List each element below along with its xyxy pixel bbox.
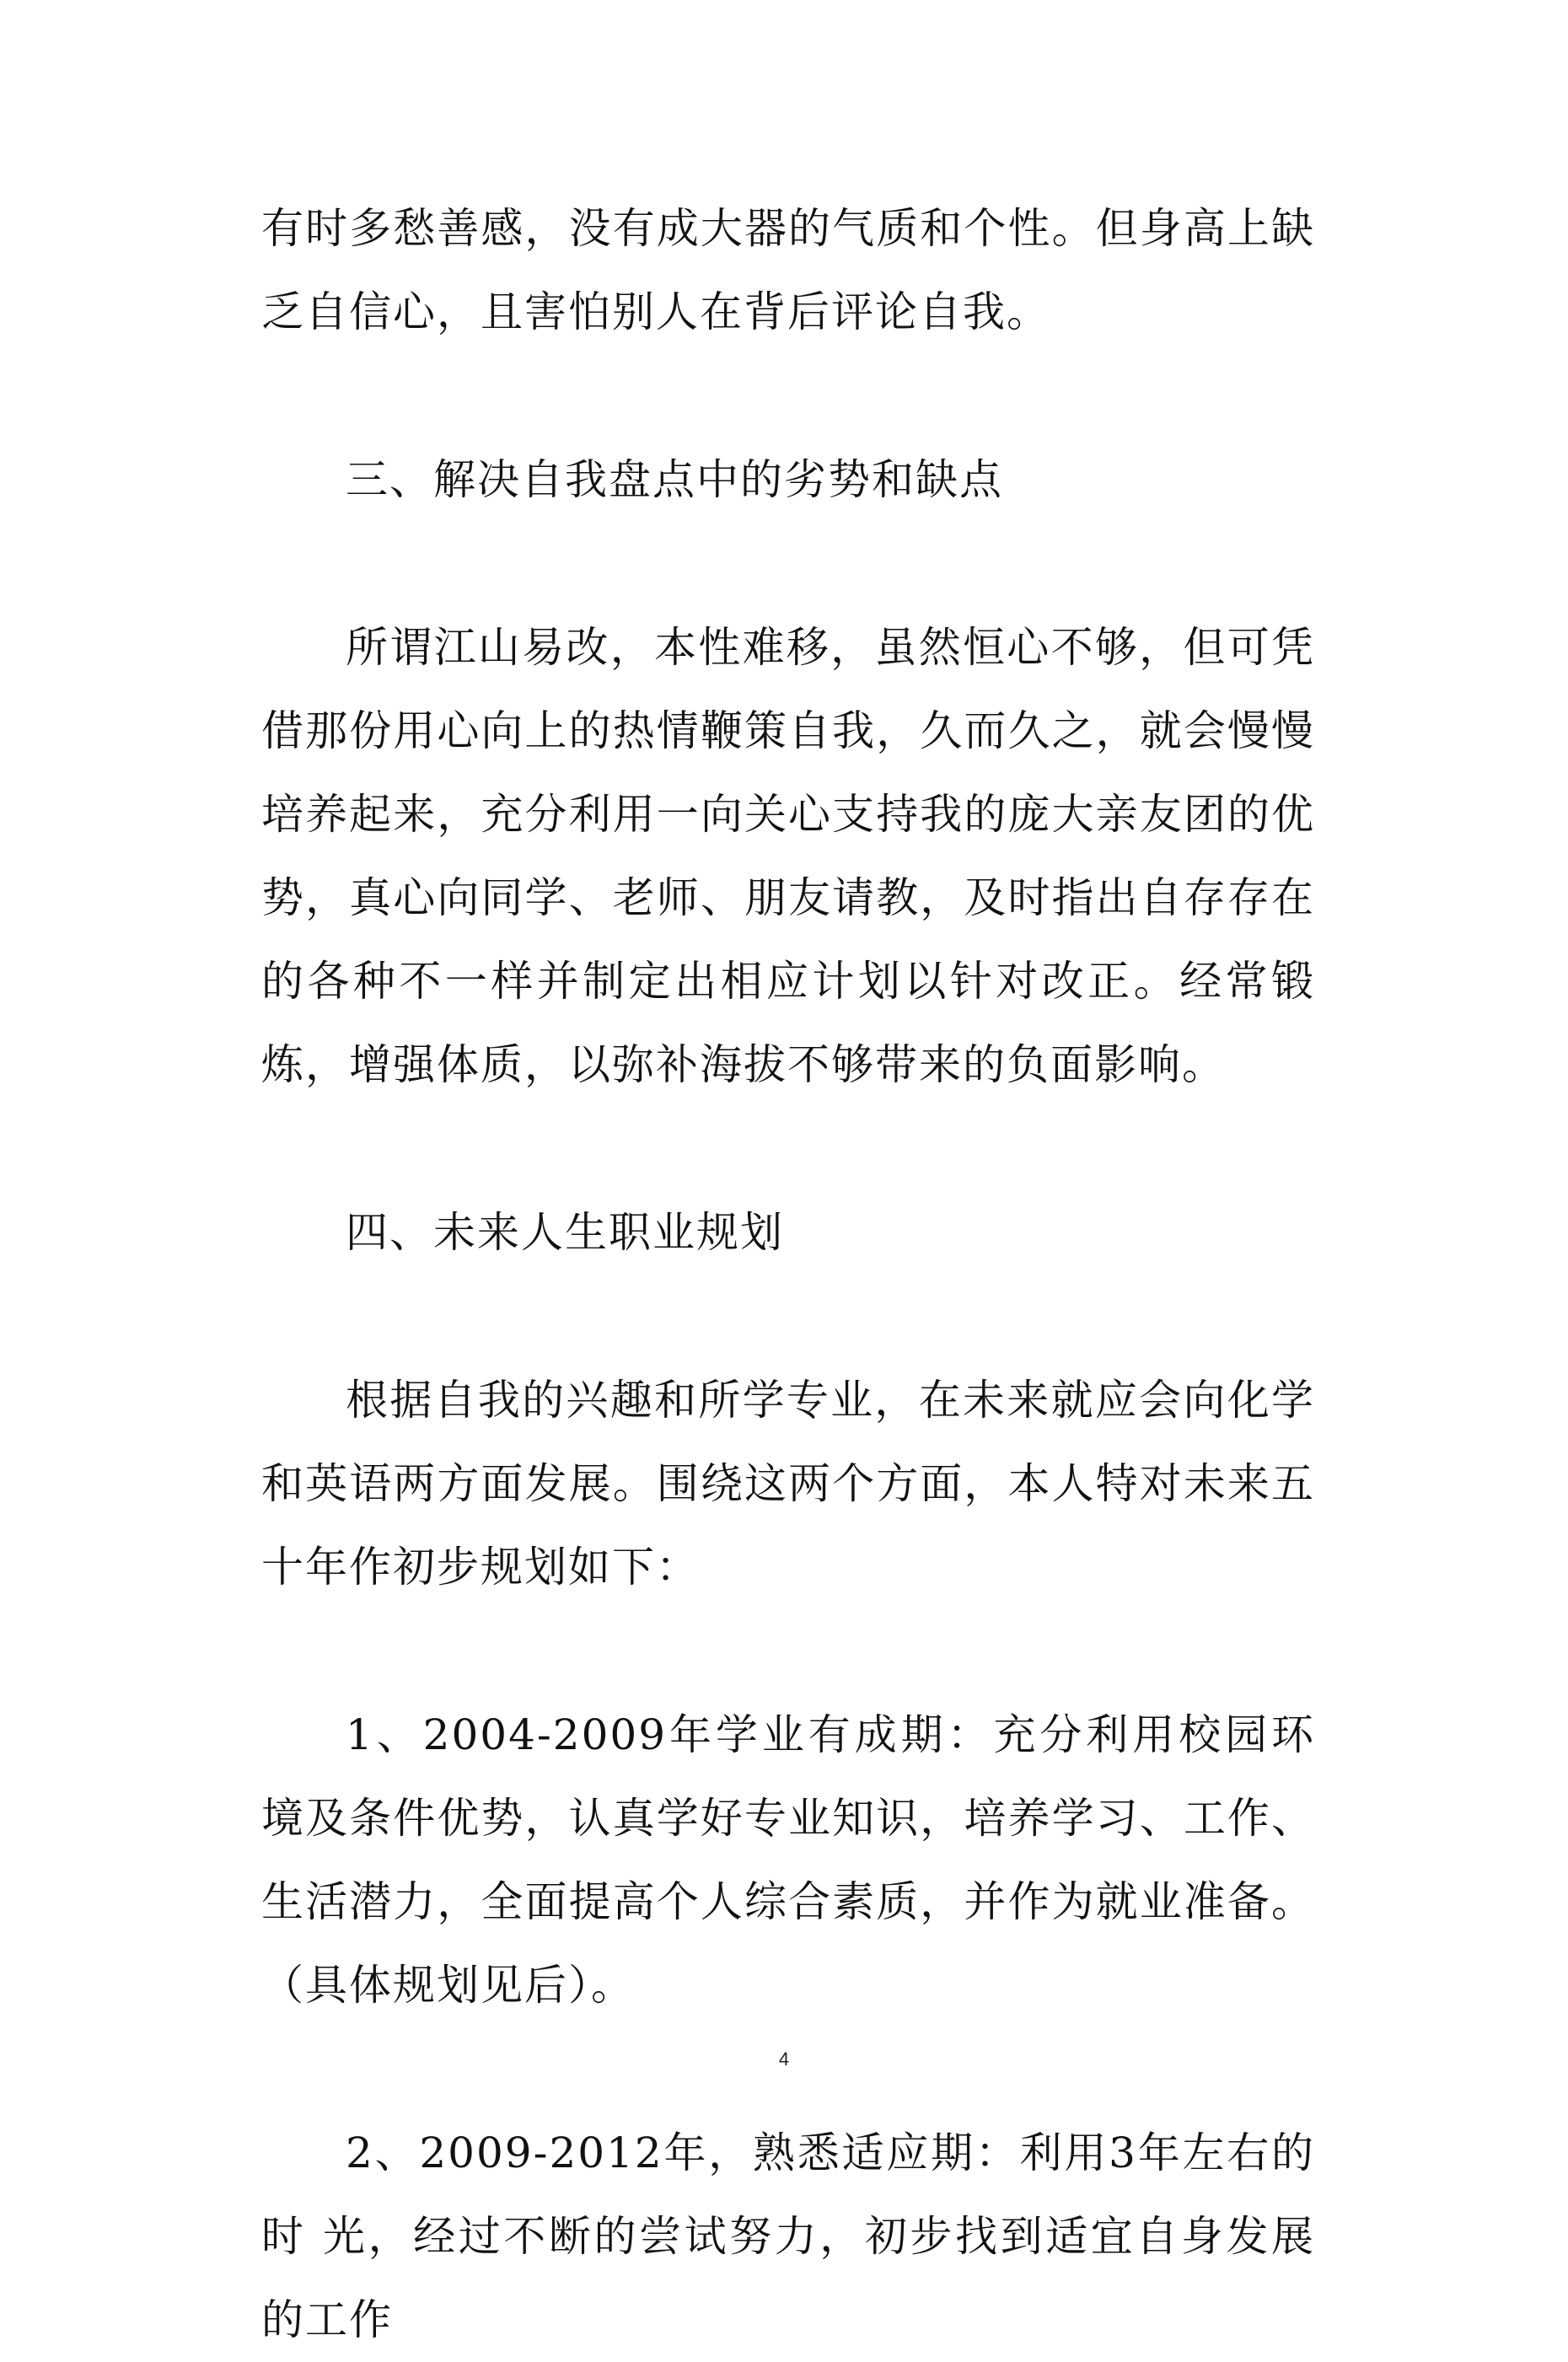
paragraph-plan-intro: 根据自我的兴趣和所学专业，在未来就应会向化学和英语两方面发展。围绕这两个方面，本人特对未来五十年作初步规划如下： (261, 1376, 1315, 1592)
paragraph-improvement: 所谓江山易改，本性难移，虽然恒心不够，但可凭借那份用心向上的热情鞭策自我，久而久之，就会慢慢培养起来，充分利用一向关心支持我的庞大亲友团的优势，真心向同学、老师、朋友请教，及时指出自存存在的各种不一样并制定出相应计划以针对改正。经常锻炼，增强体质，以弥补海拔不够带来的负面影响。 (261, 623, 1315, 1089)
paragraph-gap (261, 354, 1315, 438)
paragraph-continuation: 有时多愁善感，没有成大器的气质和个性。但身高上缺乏自信心，且害怕别人在背后评论自我。 (261, 204, 1315, 336)
section-heading-3: 三、解决自我盘点中的劣势和缺点 (346, 455, 1003, 504)
paragraph-gap (261, 1609, 1315, 1694)
paragraph-plan-item-1: 1、2004-2009年学业有成期：充分利用校园环境及条件优势，认真学好专业知识，培养学习、工作、生活潜力，全面提高个人综合素质，并作为就业准备。（具体规划见后）。 (261, 1710, 1315, 2010)
paragraph-gap (261, 1107, 1315, 1191)
page-number: 4 (778, 2048, 790, 2069)
paragraph-gap (261, 1275, 1315, 1359)
section-heading-4: 四、未来人生职业规划 (346, 1208, 784, 1257)
paragraph-plan-item-2: 2、2009-2012年，熟悉适应期：利用3年左右的时 光，经过不断的尝试努力，初步找到适宜自身发展的工作 (261, 2128, 1315, 2344)
document-body (261, 187, 1315, 2362)
paragraph-gap (261, 522, 1315, 606)
